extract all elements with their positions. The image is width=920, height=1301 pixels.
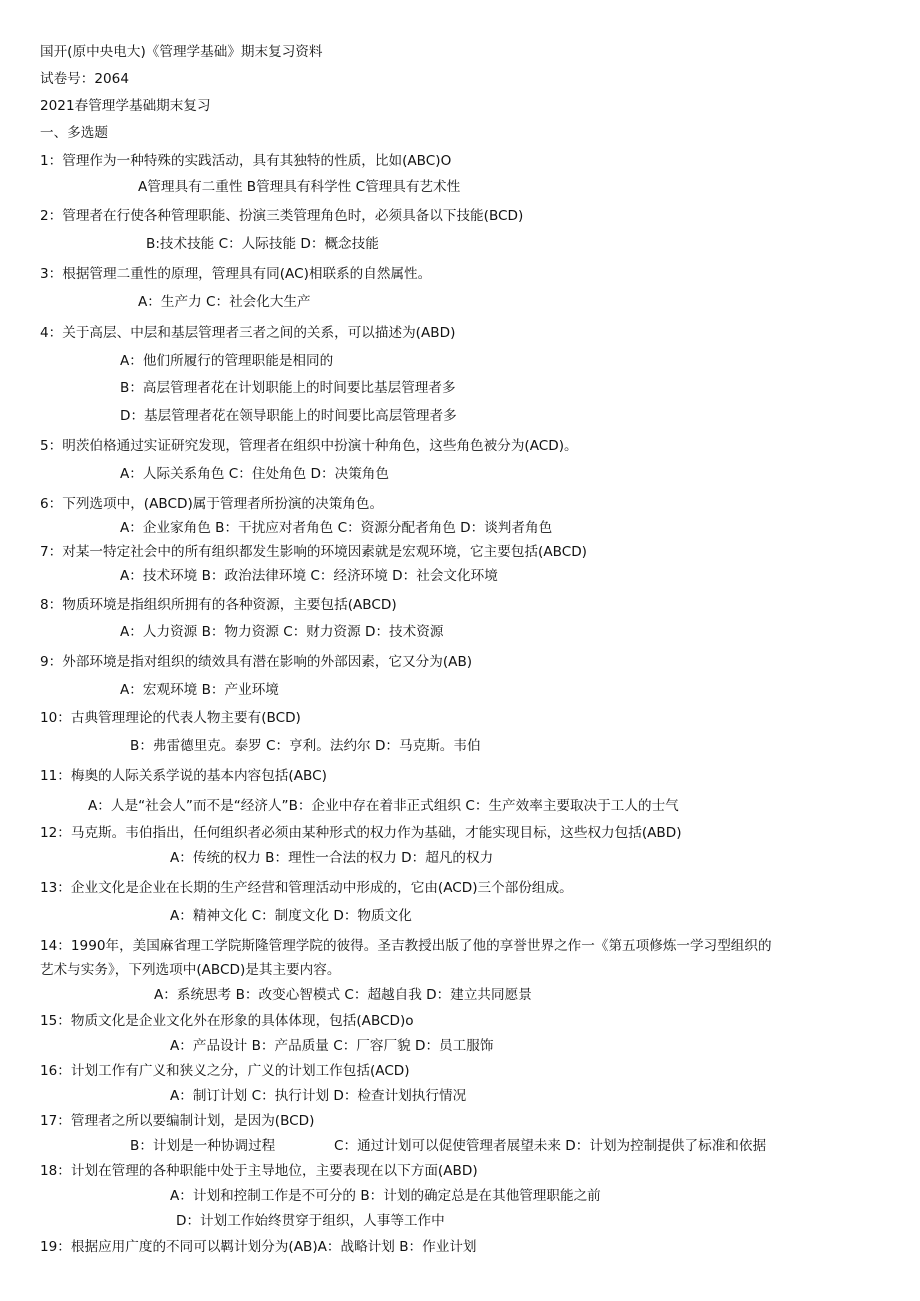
question-2: 2：管理者在行使各种管理职能、扮演三类管理角色时，必须具备以下技能(BCD) (40, 208, 524, 224)
question-14: 14：1990年，美国麻省理工学院斯隆管理学院的彼得。圣吉教授出版了他的享誉世界之作一《第五项修炼一学习型组织的 (40, 938, 772, 954)
answer-13: A：精神文化 C：制度文化 D：物质文化 (170, 908, 412, 924)
answer-2: B:技术技能 C：人际技能 D：概念技能 (146, 236, 379, 252)
question-16: 16：计划工作有广义和狭义之分，广义的计划工作包括(ACD) (40, 1063, 410, 1079)
question-19: 19：根据应用广度的不同可以羁计划分为(AB)A：战略计划 B：作业计划 (40, 1239, 477, 1255)
exam-number: 试卷号：2064 (40, 71, 129, 87)
answer-8: A：人力资源 B：物力资源 C：财力资源 D：技术资源 (120, 624, 444, 640)
question-4: 4：关于高层、中层和基层管理者三者之间的关系，可以描述为(ABD) (40, 325, 456, 341)
question-10: 10：古典管理理论的代表人物主要有(BCD) (40, 710, 301, 726)
section-heading: 一、多选题 (40, 125, 108, 141)
question-11: 11：梅奥的人际关系学说的基本内容包括(ABC) (40, 768, 327, 784)
doc-title: 国开(原中央电大)《管理学基础》期末复习资料 (40, 44, 323, 60)
question-7: 7：对某一特定社会中的所有组织都发生影响的环境因素就是宏观环境，它主要包括(ABCD) (40, 544, 587, 560)
question-1: 1：管理作为一种特殊的实践活动，具有其独特的性质，比如(ABC)O (40, 153, 452, 169)
answer-18a: A：计划和控制工作是不可分的 B：计划的确定总是在其他管理职能之前 (170, 1188, 601, 1204)
question-17: 17：管理者之所以要编制计划，是因为(BCD) (40, 1113, 315, 1129)
question-3: 3：根据管理二重性的原理，管理具有同(AC)相联系的自然属性。 (40, 266, 432, 282)
answer-15: A：产品设计 B：产品质量 C：厂容厂貌 D：员工服饰 (170, 1038, 494, 1054)
question-8: 8：物质环境是指组织所拥有的各种资源，主要包括(ABCD) (40, 597, 397, 613)
question-5: 5：明茨伯格通过实证研究发现，管理者在组织中扮演十种角色，这些角色被分为(ACD)。 (40, 438, 578, 454)
answer-4a: A：他们所履行的管理职能是相同的 (120, 353, 334, 369)
question-15: 15：物质文化是企业文化外在形象的具体体现，包括(ABCD)o (40, 1013, 414, 1029)
answer-4d: D：基层管理者花在领导职能上的时间要比高层管理者多 (120, 408, 457, 424)
answer-1: A管理具有二重性 B管理具有科学性 C管理具有艺术性 (138, 179, 461, 195)
answer-12: A：传统的权力 B：理性一合法的权力 D：超凡的权力 (170, 850, 494, 866)
answer-9: A：宏观环境 B：产业环境 (120, 682, 279, 698)
question-9: 9：外部环境是指对组织的绩效具有潜在影响的外部因素，它又分为(AB) (40, 654, 473, 670)
answer-6: A：企业家角色 B：干扰应对者角色 C：资源分配者角色 D：谈判者角色 (120, 520, 553, 536)
doc-subtitle: 2021春管理学基础期末复习 (40, 98, 211, 114)
answer-18d: D：计划工作始终贯穿于组织，人事等工作中 (176, 1213, 445, 1229)
answer-4b: B：高层管理者花在计划职能上的时间要比基层管理者多 (120, 380, 456, 396)
question-12: 12：马克斯。韦伯指出，任何组织者必须由某种形式的权力作为基础，才能实现目标，这些权力包括(ABD) (40, 825, 682, 841)
answer-17b: C：通过计划可以促使管理者展望未来 D：计划为控制提供了标准和依据 (334, 1138, 767, 1154)
question-18: 18：计划在管理的各种职能中处于主导地位，主要表现在以下方面(ABD) (40, 1163, 478, 1179)
question-6: 6：下列选项中，(ABCD)属于管理者所扮演的决策角色。 (40, 496, 384, 512)
question-13: 13：企业文化是企业在长期的生产经营和管理活动中形成的，它由(ACD)三个部份组成。 (40, 880, 573, 896)
answer-11: A：人是“社会人”而不是“经济人”B：企业中存在着非正式组织 C：生产效率主要取决于工人的士气 (88, 798, 679, 814)
answer-16: A：制订计划 C：执行计划 D：检查计划执行情况 (170, 1088, 467, 1104)
question-14-cont: 艺术与实务》，下列选项中(ABCD)是其主要内容。 (40, 962, 341, 978)
answer-10: B：弗雷德里克。泰罗 C：亨利。法约尔 D：马克斯。韦伯 (130, 738, 481, 754)
answer-5: A：人际关系角色 C：住处角色 D：决策角色 (120, 466, 389, 482)
answer-7: A：技术环境 B：政治法律环境 C：经济环境 D：社会文化环境 (120, 568, 498, 584)
answer-3: A：生产力 C：社会化大生产 (138, 294, 311, 310)
answer-17a: B：计划是一种协调过程 (130, 1138, 276, 1154)
answer-14: A：系统思考 B：改变心智模式 C：超越自我 D：建立共同愿景 (154, 987, 532, 1003)
